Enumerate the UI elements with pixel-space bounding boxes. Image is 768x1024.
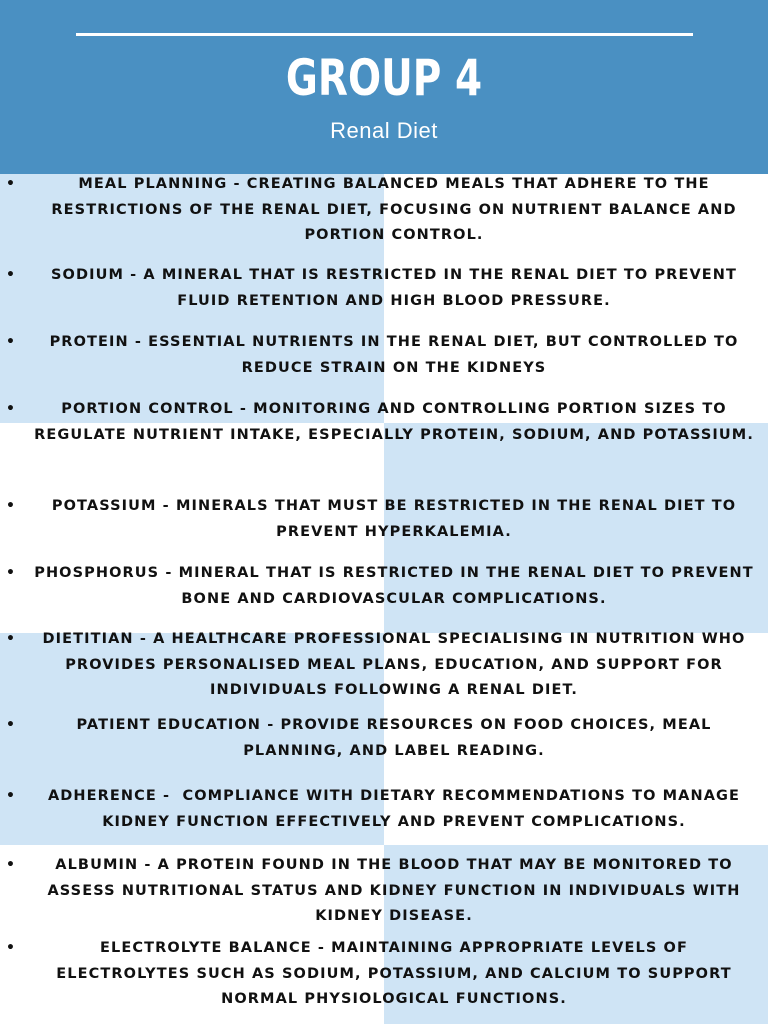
bullet-icon: • [6,631,17,647]
bullet-icon: • [6,176,17,192]
list-item [0,627,768,704]
page-title: GROUP 4 [285,49,483,107]
list-item [0,561,768,612]
bullet-icon: • [6,717,17,733]
term-text-potassium: POTASSIUM - MINERALS THAT MUST BE RESTRICTED IN THE RENAL DIET TO PREVENT HYPERKALEMIA. [51,498,737,540]
term-text-protein: PROTEIN - ESSENTIAL NUTRIENTS IN THE RENAL DIET, BUT CONTROLLED TO REDUCE STRAIN ON THE KIDNEYS [49,334,739,376]
term-text-sodium: SODIUM - A MINERAL THAT IS RESTRICTED IN THE RENAL DIET TO PREVENT FLUID RETENTION AND HIGH BLOOD PRESSURE. [50,267,738,309]
list-item [0,172,768,249]
term-text-patient-education: PATIENT EDUCATION - PROVIDE RESOURCES ON FOOD CHOICES, MEAL PLANNING, AND LABEL READING. [76,717,712,759]
term-text-phosphorus: PHOSPHORUS - MINERAL THAT IS RESTRICTED IN THE RENAL DIET TO PREVENT BONE AND CARDIOVASCULAR COMPLICATIONS. [34,565,754,607]
list-item [0,330,768,381]
list-item [0,853,768,930]
term-text-electrolyte-balance: ELECTROLYTE BALANCE - MAINTAINING APPROPRIATE LEVELS OF ELECTROLYTES SUCH AS SODIUM, POTASSIUM, AND CALCIUM TO SUPPORT NORMAL PHYSIOLOGICAL FUNCTIONS. [56,940,732,1007]
header-banner [0,0,768,174]
term-text-adherence: ADHERENCE - COMPLIANCE WITH DIETARY RECOMMENDATIONS TO MANAGE KIDNEY FUNCTION EFFECTIVELY AND PREVENT COMPLICATIONS. [47,788,747,830]
term-text-portion-control: PORTION CONTROL - MONITORING AND CONTROLLING PORTION SIZES TO REGULATE NUTRIENT INTAKE, ESPECIALLY PROTEIN, SODIUM, AND POTASSIUM. [34,401,754,443]
bullet-icon: • [6,401,17,417]
bullet-icon: • [6,334,17,350]
list-item [0,713,768,764]
term-text-meal-planning: MEAL PLANNING - CREATING BALANCED MEALS THAT ADHERE TO THE RESTRICTIONS OF THE RENAL DIET, FOCUSING ON NUTRIENT BALANCE AND PORTION CONTROL. [51,176,737,243]
bullet-icon: • [6,857,17,873]
bullet-icon: • [6,267,17,283]
term-text-albumin: ALBUMIN - A PROTEIN FOUND IN THE BLOOD THAT MAY BE MONITORED TO ASSESS NUTRITIONAL STATUS AND KIDNEY FUNCTION IN INDIVIDUALS WITH KIDNEY DISEASE. [47,857,741,924]
list-item [0,494,768,545]
list-item [0,936,768,1013]
bullet-icon: • [6,498,17,514]
term-text-dietitian: DIETITIAN - A HEALTHCARE PROFESSIONAL SPECIALISING IN NUTRITION WHO PROVIDES PERSONALISED MEAL PLANS, EDUCATION, AND SUPPORT FOR INDIVIDUALS FOLLOWING A RENAL DIET. [42,631,746,698]
page-subtitle: Renal Diet [330,118,438,143]
list-item [0,784,768,835]
list-item [0,397,768,448]
bullet-icon: • [6,940,17,956]
bullet-icon: • [6,565,17,581]
header-divider [76,33,693,36]
list-item [0,263,768,314]
bullet-icon: • [6,788,17,804]
